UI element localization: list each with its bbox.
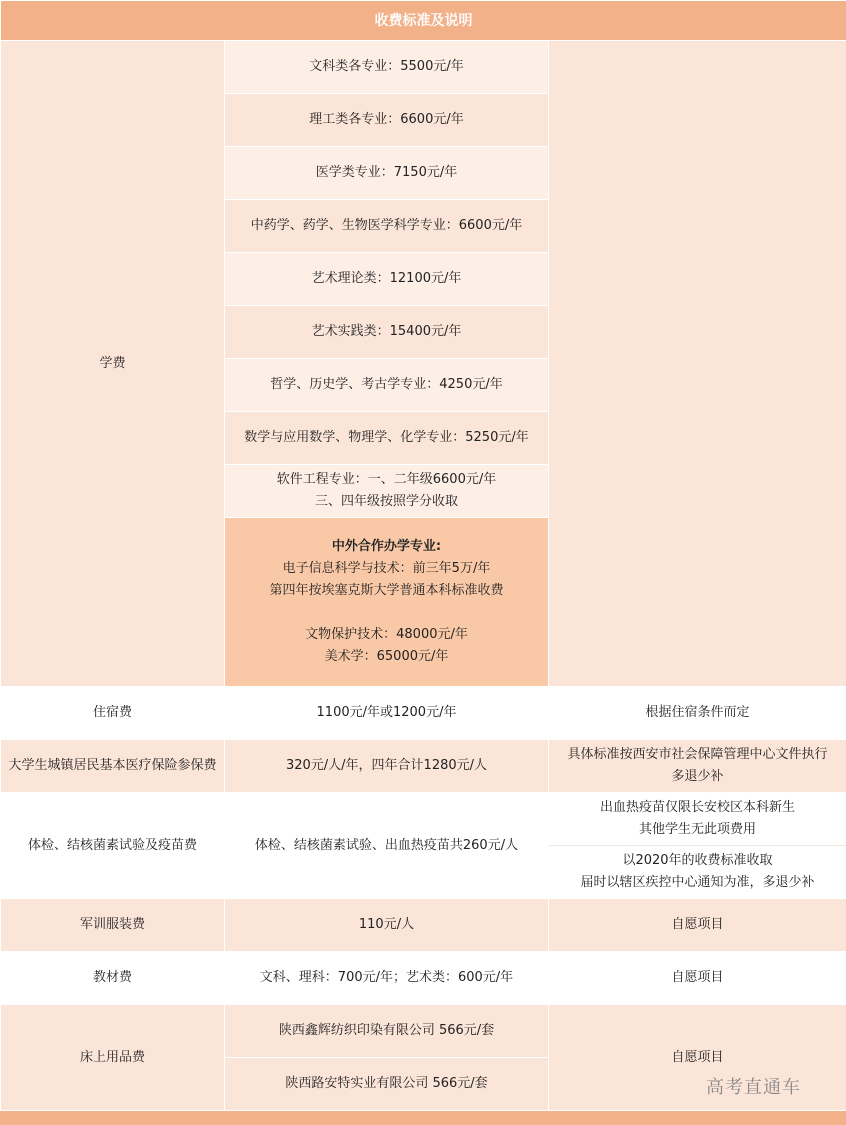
tuition-note-cell — [549, 41, 846, 687]
tuition-item: 艺术理论类：12100元/年 — [225, 253, 549, 306]
tuition-item: 艺术实践类：15400元/年 — [225, 306, 549, 359]
exam-fee: 体检、结核菌素试验、出血热疫苗共260元/人 — [225, 793, 549, 899]
bedding-fee-1: 陕西鑫辉纺织印染有限公司 566元/套 — [225, 1005, 549, 1058]
joint-program-fee — [225, 518, 549, 687]
insurance-fee: 320元/人/年，四年合计1280元/人 — [225, 740, 549, 793]
software-line: 三、四年级按照学分收取 — [314, 494, 458, 509]
joint-program-line: 电子信息科学与技术：前三年5万/年 — [282, 561, 491, 576]
textbook-note: 自愿项目 — [549, 952, 846, 1005]
textbook-label: 教材费 — [1, 952, 225, 1005]
joint-program-heading: 中外合作办学专业: — [331, 539, 442, 554]
insurance-note-line: 多退少补 — [671, 769, 724, 784]
exam-note-line: 出血热疫苗仅限长安校区本科新生 — [600, 800, 796, 815]
tuition-item: 数学与应用数学、物理学、化学专业：5250元/年 — [225, 412, 549, 465]
table-row — [1, 41, 846, 94]
table-row — [1, 899, 846, 952]
dorm-fee: 1100元/年或1200元/年 — [225, 687, 549, 740]
watermark: 高考直通车 — [706, 1077, 801, 1098]
dorm-label: 住宿费 — [1, 687, 225, 740]
tuition-item: 哲学、历史学、考古学专业：4250元/年 — [225, 359, 549, 412]
uniform-note: 自愿项目 — [549, 899, 846, 952]
table-header-row — [1, 1, 846, 41]
table-title: 收费标准及说明 — [1, 1, 846, 41]
bedding-fee-2: 陕西路安特实业有限公司 566元/套 — [225, 1058, 549, 1111]
tuition-item: 医学类专业：7150元/年 — [225, 147, 549, 200]
tuition-item: 中药学、药学、生物医学科学专业：6600元/年 — [225, 200, 549, 253]
tuition-item: 文科类各专业：5500元/年 — [225, 41, 549, 94]
joint-program-line: 美术学：65000元/年 — [324, 649, 449, 664]
exam-note-line: 其他学生无此项费用 — [639, 822, 757, 837]
exam-label: 体检、结核菌素试验及疫苗费 — [1, 793, 225, 899]
textbook-fee: 文科、理科：700元/年；艺术类：600元/年 — [225, 952, 549, 1005]
software-engineering-fee — [225, 465, 549, 518]
footer-bar — [0, 1111, 846, 1125]
uniform-label: 军训服装费 — [1, 899, 225, 952]
tuition-label: 学费 — [1, 41, 225, 687]
table-row — [1, 1005, 846, 1058]
exam-note-standard — [549, 846, 846, 899]
exam-note-vaccine — [549, 793, 846, 846]
table-row — [1, 952, 846, 1005]
exam-note-line: 以2020年的收费标准收取 — [622, 853, 773, 868]
joint-program-line: 文物保护技术：48000元/年 — [305, 627, 468, 642]
bedding-note: 自愿项目 — [549, 1005, 846, 1111]
insurance-label: 大学生城镇居民基本医疗保险参保费 — [1, 740, 225, 793]
insurance-note — [549, 740, 846, 793]
table-row — [1, 687, 846, 740]
joint-program-spacer — [229, 602, 544, 624]
joint-program-line: 第四年按埃塞克斯大学普通本科标准收费 — [269, 583, 504, 598]
insurance-note-line: 具体标准按西安市社会保障管理中心文件执行 — [567, 747, 828, 762]
uniform-fee: 110元/人 — [225, 899, 549, 952]
software-line: 软件工程专业：一、二年级6600元/年 — [276, 472, 497, 487]
bedding-label: 床上用品费 — [1, 1005, 225, 1111]
table-row — [1, 740, 846, 793]
tuition-item: 理工类各专业：6600元/年 — [225, 94, 549, 147]
dorm-note: 根据住宿条件而定 — [549, 687, 846, 740]
table-row — [1, 793, 846, 846]
exam-note-line: 届时以辖区疾控中心通知为准，多退少补 — [580, 875, 815, 890]
